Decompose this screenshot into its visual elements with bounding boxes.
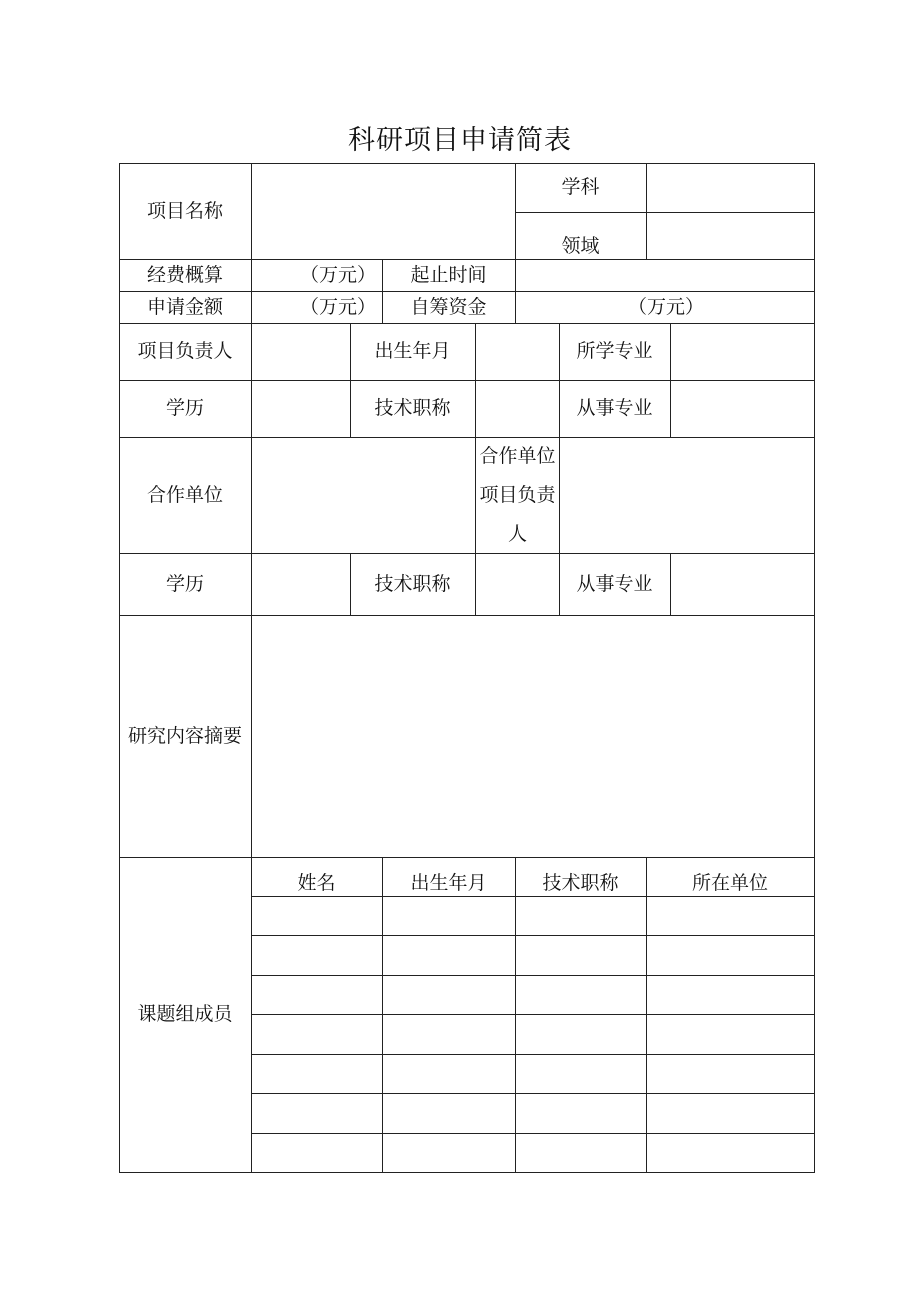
tech-title-field[interactable] xyxy=(475,380,559,437)
member-name-cell[interactable] xyxy=(251,1132,382,1171)
birth-field[interactable] xyxy=(475,323,559,380)
budget-unit: （万元） xyxy=(299,263,376,286)
label-education: 学历 xyxy=(165,397,204,420)
label-abstract: 研究内容摘要 xyxy=(127,724,242,747)
label-birth: 出生年月 xyxy=(374,340,451,363)
member-birth-cell[interactable] xyxy=(382,1054,515,1093)
member-birth-cell[interactable] xyxy=(382,1014,515,1053)
field-field[interactable] xyxy=(646,212,814,259)
project-name-field[interactable] xyxy=(251,163,515,259)
member-org-cell[interactable] xyxy=(646,1132,814,1171)
start-end-field[interactable] xyxy=(515,259,814,291)
self-funds-unit: （万元） xyxy=(627,295,704,318)
engaged-major-field-2[interactable] xyxy=(670,553,814,615)
label-apply-amount: 申请金额 xyxy=(146,295,223,318)
member-tech-title-cell[interactable] xyxy=(515,1054,646,1093)
education-field[interactable] xyxy=(251,380,350,437)
partner-field[interactable] xyxy=(251,437,475,553)
label-partner-leader: 合作单位项目负责人 xyxy=(479,444,556,545)
label-start-end: 起止时间 xyxy=(410,263,487,286)
label-partner: 合作单位 xyxy=(146,483,223,506)
label-education-2: 学历 xyxy=(165,572,204,595)
label-major: 所学专业 xyxy=(576,340,653,363)
subject-field[interactable] xyxy=(646,163,814,212)
education-field-2[interactable] xyxy=(251,553,350,615)
member-name-cell[interactable] xyxy=(251,1014,382,1053)
member-org-cell[interactable] xyxy=(646,1054,814,1093)
col-header-birth: 出生年月 xyxy=(410,871,487,894)
major-field[interactable] xyxy=(670,323,814,380)
member-name-cell[interactable] xyxy=(251,1093,382,1132)
label-engaged-major: 从事专业 xyxy=(576,397,653,420)
member-tech-title-cell[interactable] xyxy=(515,1014,646,1053)
label-engaged-major-2: 从事专业 xyxy=(576,572,653,595)
member-birth-cell[interactable] xyxy=(382,1132,515,1171)
col-header-tech-title: 技术职称 xyxy=(542,871,619,894)
member-birth-cell[interactable] xyxy=(382,896,515,935)
label-members: 课题组成员 xyxy=(137,1003,233,1026)
member-tech-title-cell[interactable] xyxy=(515,896,646,935)
label-subject: 学科 xyxy=(561,176,600,199)
member-tech-title-cell[interactable] xyxy=(515,1093,646,1132)
member-birth-cell[interactable] xyxy=(382,975,515,1014)
label-field: 领域 xyxy=(561,234,600,257)
member-name-cell[interactable] xyxy=(251,975,382,1014)
page-title: 科研项目申请简表 xyxy=(348,125,572,156)
tech-title-field-2[interactable] xyxy=(475,553,559,615)
abstract-field[interactable] xyxy=(251,615,814,857)
col-header-org: 所在单位 xyxy=(691,871,768,894)
label-tech-title-2: 技术职称 xyxy=(374,572,451,595)
member-name-cell[interactable] xyxy=(251,896,382,935)
member-org-cell[interactable] xyxy=(646,1093,814,1132)
member-name-cell[interactable] xyxy=(251,1054,382,1093)
col-header-name: 姓名 xyxy=(297,871,336,894)
member-org-cell[interactable] xyxy=(646,975,814,1014)
label-leader: 项目负责人 xyxy=(137,340,233,363)
engaged-major-field[interactable] xyxy=(670,380,814,437)
member-org-cell[interactable] xyxy=(646,1014,814,1053)
member-tech-title-cell[interactable] xyxy=(515,1132,646,1171)
partner-leader-field[interactable] xyxy=(559,437,814,553)
apply-amount-unit: （万元） xyxy=(299,295,376,318)
label-project-name: 项目名称 xyxy=(146,199,223,222)
label-tech-title: 技术职称 xyxy=(374,397,451,420)
member-birth-cell[interactable] xyxy=(382,935,515,974)
member-tech-title-cell[interactable] xyxy=(515,975,646,1014)
label-budget: 经费概算 xyxy=(146,263,223,286)
leader-field[interactable] xyxy=(251,323,350,380)
member-org-cell[interactable] xyxy=(646,896,814,935)
member-birth-cell[interactable] xyxy=(382,1093,515,1132)
label-self-funds: 自筹资金 xyxy=(410,295,487,318)
member-name-cell[interactable] xyxy=(251,935,382,974)
member-tech-title-cell[interactable] xyxy=(515,935,646,974)
member-org-cell[interactable] xyxy=(646,935,814,974)
